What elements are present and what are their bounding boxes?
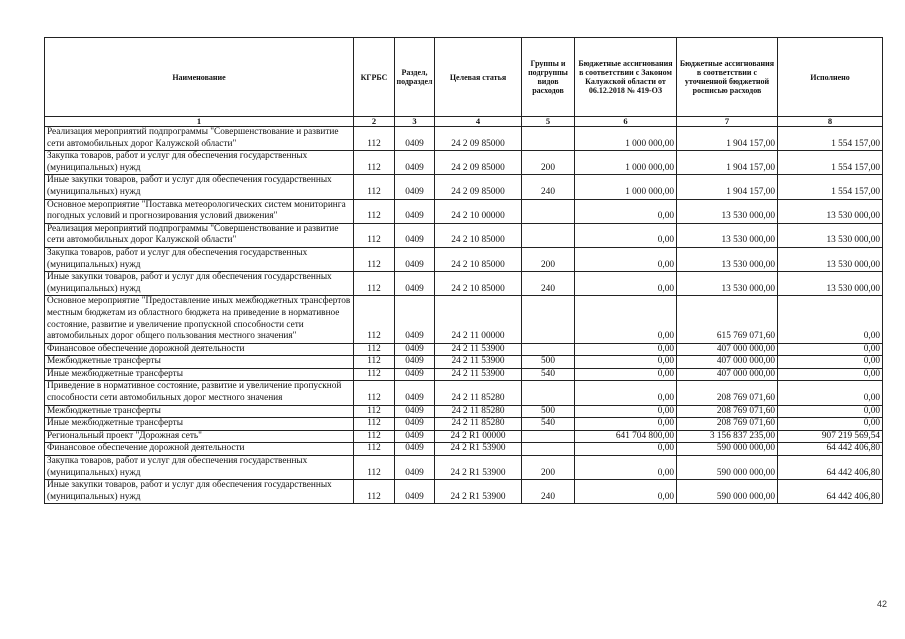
row-expense-group: 540 (522, 368, 575, 381)
row-expense-group: 240 (522, 175, 575, 199)
table-row (45, 418, 883, 431)
row-executed-amount: 64 442 406,80 (778, 443, 883, 456)
row-name: Основное мероприятие "Поставка метеорологических систем мониторинга погодных условий и прогнозирования условий движения" (45, 199, 354, 223)
row-revised-amount: 208 769 071,60 (677, 418, 778, 431)
row-section: 0409 (395, 381, 435, 405)
column-number: 7 (677, 117, 778, 127)
row-law-amount: 0,00 (575, 356, 677, 369)
header-target-item: Целевая статья (435, 38, 522, 117)
column-number: 3 (395, 117, 435, 127)
table-row (45, 296, 883, 343)
row-law-amount: 0,00 (575, 272, 677, 296)
row-expense-group (522, 430, 575, 443)
row-kgrbs: 112 (354, 175, 395, 199)
row-name: Приведение в нормативное состояние, развитие и увеличение пропускной способности сети автомобильных дорог местного значения (45, 381, 354, 405)
row-law-amount: 0,00 (575, 381, 677, 405)
column-number: 5 (522, 117, 575, 127)
row-kgrbs: 112 (354, 151, 395, 175)
header-expense-group: Группы и подгруппы видов расходов (522, 38, 575, 117)
row-executed-amount: 1 554 157,00 (778, 151, 883, 175)
table-row (45, 223, 883, 247)
row-kgrbs: 112 (354, 443, 395, 456)
row-executed-amount: 0,00 (778, 405, 883, 418)
row-revised-amount: 3 156 837 235,00 (677, 430, 778, 443)
row-target-item: 24 2 R1 00000 (435, 430, 522, 443)
row-law-amount: 0,00 (575, 405, 677, 418)
row-section: 0409 (395, 405, 435, 418)
table-row (45, 247, 883, 271)
row-kgrbs: 112 (354, 247, 395, 271)
row-target-item: 24 2 10 85000 (435, 223, 522, 247)
row-revised-amount: 590 000 000,00 (677, 443, 778, 456)
row-revised-amount: 13 530 000,00 (677, 199, 778, 223)
row-law-amount: 641 704 800,00 (575, 430, 677, 443)
row-executed-amount: 0,00 (778, 343, 883, 356)
table-row (45, 127, 883, 151)
row-executed-amount: 13 530 000,00 (778, 272, 883, 296)
row-name: Основное мероприятие "Предоставление иных межбюджетных трансфертов местным бюджетам из областного бюджета на приведение в нормативное состояние, развитие и увеличение пропускной способности сети автомобильных дорог общего пользования местного значения" (45, 296, 354, 343)
row-target-item: 24 2 10 85000 (435, 272, 522, 296)
row-section: 0409 (395, 443, 435, 456)
row-section: 0409 (395, 456, 435, 480)
row-name: Региональный проект "Дорожная сеть" (45, 430, 354, 443)
row-name: Иные межбюджетные трансферты (45, 368, 354, 381)
row-revised-amount: 1 904 157,00 (677, 175, 778, 199)
table-row (45, 175, 883, 199)
page-number: 42 (876, 599, 887, 609)
row-revised-amount: 407 000 000,00 (677, 356, 778, 369)
row-law-amount: 0,00 (575, 199, 677, 223)
row-section: 0409 (395, 151, 435, 175)
row-revised-amount: 407 000 000,00 (677, 368, 778, 381)
row-expense-group (522, 343, 575, 356)
table-row (45, 443, 883, 456)
row-section: 0409 (395, 175, 435, 199)
row-name: Реализация мероприятий подпрограммы "Совершенствование и развитие сети автомобильных дорог Калужской области" (45, 223, 354, 247)
column-number: 1 (45, 117, 354, 127)
row-executed-amount: 1 554 157,00 (778, 175, 883, 199)
row-name: Межбюджетные трансферты (45, 405, 354, 418)
row-target-item: 24 2 11 85280 (435, 405, 522, 418)
table-row (45, 381, 883, 405)
row-expense-group: 500 (522, 356, 575, 369)
row-law-amount: 1 000 000,00 (575, 127, 677, 151)
row-law-amount: 0,00 (575, 343, 677, 356)
header-revised-allocations: Бюджетные ассигнования в соответствии с уточненной бюджетной росписью расходов (677, 38, 778, 117)
row-kgrbs: 112 (354, 368, 395, 381)
row-expense-group: 240 (522, 272, 575, 296)
row-name: Иные закупки товаров, работ и услуг для обеспечения государственных (муниципальных) нужд (45, 480, 354, 504)
row-name: Реализация мероприятий подпрограммы "Совершенствование и развитие сети автомобильных дорог Калужской области" (45, 127, 354, 151)
row-kgrbs: 112 (354, 480, 395, 504)
row-section: 0409 (395, 199, 435, 223)
row-revised-amount: 13 530 000,00 (677, 272, 778, 296)
row-executed-amount: 0,00 (778, 418, 883, 431)
row-expense-group: 240 (522, 480, 575, 504)
row-name: Закупка товаров, работ и услуг для обеспечения государственных (муниципальных) нужд (45, 456, 354, 480)
row-expense-group: 500 (522, 405, 575, 418)
row-section: 0409 (395, 430, 435, 443)
row-section: 0409 (395, 418, 435, 431)
row-name: Финансовое обеспечение дорожной деятельности (45, 443, 354, 456)
row-executed-amount: 0,00 (778, 368, 883, 381)
row-law-amount: 0,00 (575, 443, 677, 456)
row-kgrbs: 112 (354, 127, 395, 151)
row-section: 0409 (395, 223, 435, 247)
column-number: 4 (435, 117, 522, 127)
row-kgrbs: 112 (354, 199, 395, 223)
row-expense-group (522, 296, 575, 343)
header-kgrbs: КГРБС (354, 38, 395, 117)
row-target-item: 24 2 R1 53900 (435, 456, 522, 480)
row-law-amount: 0,00 (575, 247, 677, 271)
row-name: Финансовое обеспечение дорожной деятельности (45, 343, 354, 356)
table-row (45, 343, 883, 356)
row-target-item: 24 2 R1 53900 (435, 480, 522, 504)
table-body (45, 127, 883, 504)
row-target-item: 24 2 11 53900 (435, 356, 522, 369)
row-executed-amount: 13 530 000,00 (778, 223, 883, 247)
header-law-allocations: Бюджетные ассигнования в соответствии с Законом Калужской области от 06.12.2018 № 419-ОЗ (575, 38, 677, 117)
row-law-amount: 1 000 000,00 (575, 151, 677, 175)
row-expense-group (522, 381, 575, 405)
row-law-amount: 1 000 000,00 (575, 175, 677, 199)
row-target-item: 24 2 10 85000 (435, 247, 522, 271)
row-law-amount: 0,00 (575, 456, 677, 480)
row-revised-amount: 208 769 071,60 (677, 405, 778, 418)
table-row (45, 272, 883, 296)
row-executed-amount: 0,00 (778, 296, 883, 343)
row-kgrbs: 112 (354, 272, 395, 296)
row-kgrbs: 112 (354, 381, 395, 405)
row-revised-amount: 208 769 071,60 (677, 381, 778, 405)
row-executed-amount: 1 554 157,00 (778, 127, 883, 151)
table-row (45, 430, 883, 443)
row-section: 0409 (395, 296, 435, 343)
budget-execution-table (44, 37, 883, 504)
row-executed-amount: 13 530 000,00 (778, 247, 883, 271)
header-executed: Исполнено (778, 38, 883, 117)
row-target-item: 24 2 11 53900 (435, 368, 522, 381)
row-name: Иные закупки товаров, работ и услуг для обеспечения государственных (муниципальных) нужд (45, 175, 354, 199)
row-name: Иные межбюджетные трансферты (45, 418, 354, 431)
header-name: Наименование (45, 38, 354, 117)
row-law-amount: 0,00 (575, 368, 677, 381)
row-revised-amount: 590 000 000,00 (677, 480, 778, 504)
row-law-amount: 0,00 (575, 296, 677, 343)
row-kgrbs: 112 (354, 456, 395, 480)
row-target-item: 24 2 09 85000 (435, 175, 522, 199)
row-revised-amount: 13 530 000,00 (677, 223, 778, 247)
table-row (45, 480, 883, 504)
row-target-item: 24 2 11 85280 (435, 418, 522, 431)
column-number-row (45, 117, 883, 127)
table-row (45, 199, 883, 223)
row-revised-amount: 615 769 071,60 (677, 296, 778, 343)
row-kgrbs: 112 (354, 296, 395, 343)
row-section: 0409 (395, 480, 435, 504)
row-name: Закупка товаров, работ и услуг для обеспечения государственных (муниципальных) нужд (45, 247, 354, 271)
row-kgrbs: 112 (354, 356, 395, 369)
row-kgrbs: 112 (354, 405, 395, 418)
row-target-item: 24 2 10 00000 (435, 199, 522, 223)
row-target-item: 24 2 11 53900 (435, 343, 522, 356)
row-revised-amount: 13 530 000,00 (677, 247, 778, 271)
row-kgrbs: 112 (354, 418, 395, 431)
row-expense-group (522, 199, 575, 223)
table-row (45, 405, 883, 418)
row-executed-amount: 64 442 406,80 (778, 456, 883, 480)
row-section: 0409 (395, 368, 435, 381)
row-name: Межбюджетные трансферты (45, 356, 354, 369)
row-kgrbs: 112 (354, 343, 395, 356)
table-row (45, 151, 883, 175)
row-law-amount: 0,00 (575, 480, 677, 504)
table-row (45, 368, 883, 381)
row-section: 0409 (395, 127, 435, 151)
row-expense-group: 200 (522, 151, 575, 175)
row-executed-amount: 0,00 (778, 381, 883, 405)
row-name: Иные закупки товаров, работ и услуг для обеспечения государственных (муниципальных) нужд (45, 272, 354, 296)
row-executed-amount: 64 442 406,80 (778, 480, 883, 504)
row-section: 0409 (395, 356, 435, 369)
row-target-item: 24 2 09 85000 (435, 127, 522, 151)
column-number: 8 (778, 117, 883, 127)
row-kgrbs: 112 (354, 430, 395, 443)
row-target-item: 24 2 11 00000 (435, 296, 522, 343)
row-law-amount: 0,00 (575, 418, 677, 431)
column-number: 2 (354, 117, 395, 127)
row-revised-amount: 407 000 000,00 (677, 343, 778, 356)
header-row (45, 38, 883, 117)
column-number: 6 (575, 117, 677, 127)
row-section: 0409 (395, 247, 435, 271)
header-section: Раздел, подраздел (395, 38, 435, 117)
row-expense-group (522, 223, 575, 247)
row-revised-amount: 590 000 000,00 (677, 456, 778, 480)
budget-table-sheet (44, 37, 883, 504)
row-section: 0409 (395, 343, 435, 356)
row-expense-group: 200 (522, 247, 575, 271)
row-executed-amount: 0,00 (778, 356, 883, 369)
row-target-item: 24 2 09 85000 (435, 151, 522, 175)
row-executed-amount: 907 219 569,54 (778, 430, 883, 443)
row-law-amount: 0,00 (575, 223, 677, 247)
row-revised-amount: 1 904 157,00 (677, 127, 778, 151)
table-row (45, 356, 883, 369)
row-expense-group (522, 443, 575, 456)
row-target-item: 24 2 11 85280 (435, 381, 522, 405)
row-executed-amount: 13 530 000,00 (778, 199, 883, 223)
row-section: 0409 (395, 272, 435, 296)
row-expense-group: 200 (522, 456, 575, 480)
row-target-item: 24 2 R1 53900 (435, 443, 522, 456)
row-name: Закупка товаров, работ и услуг для обеспечения государственных (муниципальных) нужд (45, 151, 354, 175)
table-row (45, 456, 883, 480)
row-kgrbs: 112 (354, 223, 395, 247)
row-revised-amount: 1 904 157,00 (677, 151, 778, 175)
row-expense-group: 540 (522, 418, 575, 431)
row-expense-group (522, 127, 575, 151)
